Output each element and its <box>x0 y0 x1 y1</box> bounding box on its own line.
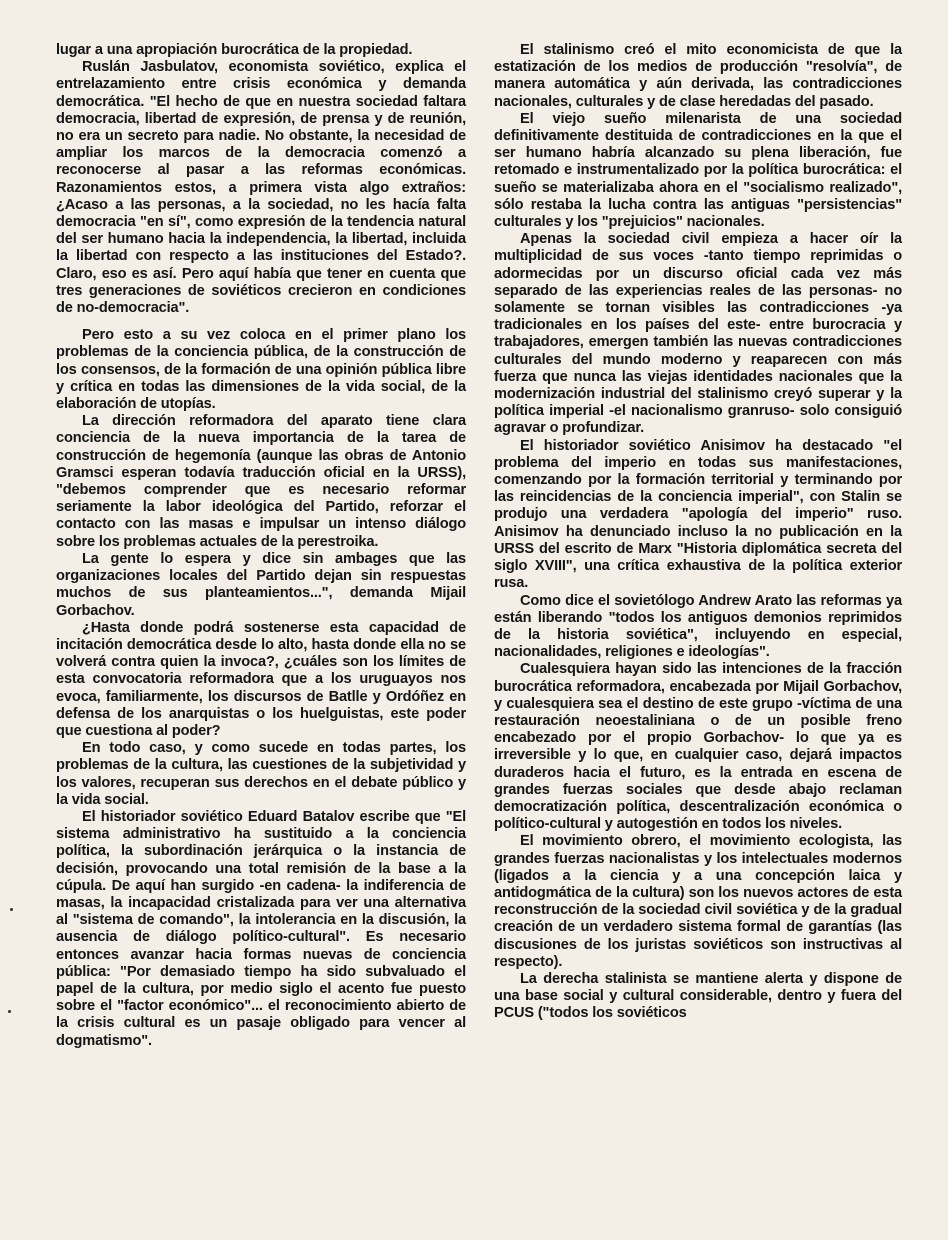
paragraph <box>56 740 466 809</box>
paragraph: El historiador soviético Anisimov ha destacado "el problema del imperio en todas sus manifestaciones, comenzando por la formación territorial y terminando por las reincidencias de la conciencia imperial", con Stalin se produjo una verdadera "apología del imperio" ruso. Anisimov ha denunciado incluso la no publicación en la URSS del escrito de Marx "Historia diplomática secreta del siglo XVIII", una crítica exhaustiva de la política exterior rusa. <box>494 437 902 592</box>
paragraph-text: En todo caso, y como sucede en todas partes, <box>82 740 446 757</box>
paragraph: Como dice el sovietólogo Andrew Arato las reformas ya están liberando "todos los antiguos demonios reprimidos de la historia soviética", incluyendo en especial, nacionalidades, religiones e ideologías". <box>494 592 902 661</box>
paragraph-text: Pero esto a su vez coloca <box>82 327 295 344</box>
paragraph: La gente lo espera y dice sin ambages que las organizaciones locales del Partido dejan sin respuestas muchos de sus planteamientos...", demanda Mijail Gorbachov. <box>56 550 466 619</box>
paragraph: La dirección reformadora del aparato tiene clara conciencia de la nueva importancia de la tarea de construcción de hegemonía (aunque las obras de Antonio Gramsci esperan todavía traducción oficial en la URSS), "debemos comprender que es necesario reformar seriamente la labor ideológica del Partido, reforzar el contacto con las masas e impulsar un intenso diálogo sobre los problemas actuales de la perestroika. <box>56 413 466 550</box>
paragraph: El stalinismo creó el mito economicista de que la estatización de los medios de producción "resolvía", de manera automática y aún derivada, las contradicciones nacionales, culturales y de clase heredadas del pasado. <box>494 42 902 110</box>
paragraph: ¿Hasta donde podrá sostenerse esta capacidad de incitación democrática desde lo alto, hasta donde ella no se volverá contra quien la invoca?, ¿cuáles son los límites de esta convocatoria reformadora que a los uruguayos nos evoca, familiarmente, los discursos de Batlle y Ordóñez en defensa de los anarquistas o los huelguistas, este poder que cuestiona al poder? <box>56 619 466 739</box>
paragraph: lugar a una apropiación burocrática de la propiedad. <box>56 42 413 58</box>
paragraph: Cualesquiera hayan sido las intenciones de la fracción burocrática reformadora, encabezada por Mijail Gorbachov, y cualesquiera sea el destino de este grupo -víctima de una restauración neoestaliniana o de un posible freno encabezado por el propio Gorbachov- lo que ya es irreversible y lo que, en cualquier caso, dejará impactos duraderos hacia el futuro, es la entrada en escena de grandes fuerzas sociales que desde abajo reclaman democratización política, descentralización económica o político-cultural y autogestión en todos los niveles. <box>494 661 902 833</box>
scan-speck <box>10 908 13 911</box>
paragraph <box>56 327 466 413</box>
paragraph: El viejo sueño milenarista de una sociedad definitivamente destituida de contradicciones en la que el ser humano habría alcanzado su plena liberación, fue retomado e instrumentalizado por la política burocrática: el sueño se materializaba ahora en el "socialismo realizado", sólo restaba la lucha contra las antiguas "persistencias" culturales y los "prejuicios" nacionales. <box>494 110 902 231</box>
scan-speck <box>8 1010 11 1013</box>
paragraph: El movimiento obrero, el movimiento ecologista, las grandes fuerzas nacionalistas y los intelectuales modernos (ligados a la ciencia y a una concepción laica y antidogmática de la cultura) son los nuevos actores de esta reconstrucción de la sociedad civil soviética y de la gradual creación de un verdadero sistema formal de garantías (las discusiones de los juristas soviéticos son instructivas al respecto). <box>494 833 902 970</box>
emphasized-text: en el primer plano los problemas de la conciencia pública, de la construcción de los consensos, de la formación de una opinión pública libre y crítica en todas las dimensiones de la vida social, de la elaboración de utopías. <box>56 327 466 413</box>
left-column <box>56 42 466 1050</box>
right-column <box>494 42 902 1023</box>
paragraph: El historiador soviético Eduard Batalov escribe que "El sistema administrativo ha sustituido a la conciencia política, la subordinación jerárquica o la instancia de decisión, provocando una total remisión de la base a la cúpula. De aquí han surgido -en cadena- la indiferencia de masas, la incapacidad cristalizada para ver una alternativa al "sistema de comando", la intolerancia en la discusión, la ausencia de diálogo político-cultural". Es necesario entonces avanzar hacia formas nuevas de conciencia pública: "Por demasiado tiempo ha sido subvaluado el papel de la cultura, por medio siglo el acento fue puesto sobre el "factor económico"... el reconocimiento abierto de la crisis cultural es un pasaje obligado para vencer al dogmatismo". <box>56 808 466 1049</box>
paragraph: Apenas la sociedad civil empieza a hacer oír la multiplicidad de sus voces -tanto tiempo reprimidas o adormecidas por un discurso oficial cada vez más separado de las experiencias reales de las personas- no solamente se tornan visibles las contradicciones -ya tradicionales en los países del este- entre burocracia y trabajadores, emergen también las nuevas contradicciones culturales del mundo moderno y reaparecen con más fuerza que nunca las viejas identidades nacionales que la modernización industrial del stalinismo creyó superar y la política imperial -el nacionalismo granruso- solo consiguió agravar o profundizar. <box>494 231 902 437</box>
paragraph: Ruslán Jasbulatov, economista soviético, explica el entrelazamiento entre crisis económica y demanda democrática. "El hecho de que en nuestra sociedad faltara democracia, libertad de expresión, de prensa y de reunión, no era un secreto para nadie. No obstante, la necesidad de ampliar los marcos de la democracia comenzó a reconocerse al pasar a las reformas económicas. Razonamientos estos, a primera vista algo extraños: ¿Acaso a las personas, a la sociedad, no les hacía falta democracia "en sí", como expresión de la tendencia natural del ser humano hacia la independencia, la libertad, incluida la libertad con respecto a las instituciones del Estado?. Claro, eso es así. Pero aquí había que tener en cuenta que tres generaciones de soviéticos crecieron en condiciones de no-democracia". <box>56 59 466 317</box>
emphasized-text: los problemas de la cultura, las cuestiones de la subjetividad y los valores, recuperan sus derechos en el debate público y la vida social. <box>56 740 466 808</box>
paragraph: La derecha stalinista se mantiene alerta y dispone de una base social y cultural considerable, dentro y fuera del PCUS ("todos los soviéticos <box>494 970 902 1022</box>
